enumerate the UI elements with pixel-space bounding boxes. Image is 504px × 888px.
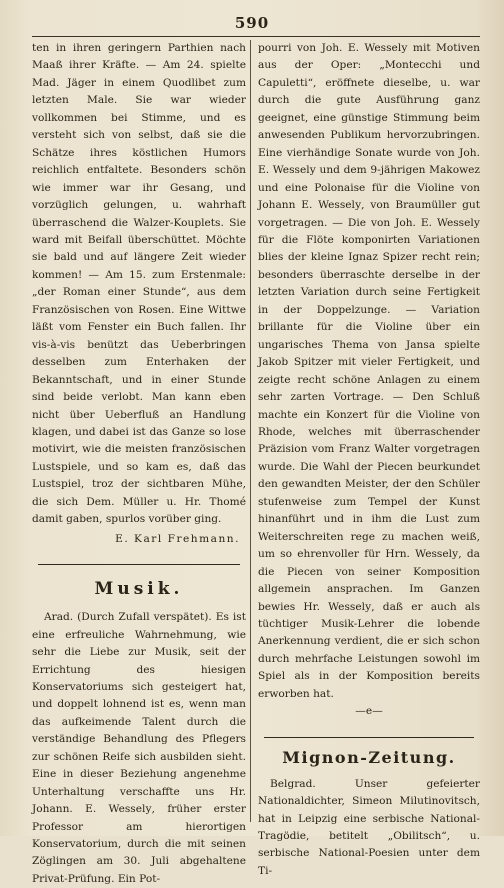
section-title-musik: Musik.: [94, 579, 184, 600]
section-title-mignon-zeitung: Mignon-Zeitung.: [282, 747, 456, 767]
section-divider: [264, 737, 474, 738]
page-number: 590: [234, 14, 270, 32]
author-signature: E. Karl Frehmann.: [115, 532, 240, 545]
header-rule: [32, 36, 480, 37]
column-divider: [250, 40, 251, 822]
section-divider: [38, 564, 240, 565]
mignon-news-text: Belgrad. Unser gefeierter Nationaldichter, Simeon Milutinovitsch, hat in Leipzig eine serbische National-Tragödie, betitelt „Obilitsch“, u. serbische National-Poesien unter dem Ti-: [258, 777, 480, 877]
theater-review-text: ten in ihren geringern Parthien nach Maaß ihrer Kräfte. — Am 24. spielte Mad. Jäger in einem Quodlibet zum letzten Male. Sie war wieder vollkommen bei Stimme, und es versteht sich von selbst, daß sie die Schätze ihres köstlichen Humors reichlich entfaltete. Besonders schön wie immer war ihr Gesang, und vorzüglich gelungen, u. wahrhaft überraschend die Walzer-Kouplets. Sie ward mit Beifall überschüttet. Möchte sie bald und auf längere Zeit wieder kommen! — Am 15. zum Erstenmale: „der Roman einer Stunde“, aus dem Französischen von Rosen. Eine Wittwe läßt vom Fenster ein Buch fallen. Ihr vis-à-vis benützt das Ueberbringen desselben zum Enterhaken der Bekanntschaft, und in einer Stunde sind beide verlobt. Man kann eben nicht über Ueberfluß an Handlung klagen, und dabei ist das Ganze so lose motivirt, wie die meisten französischen Lustspiele, und so kam es, daß das Lustspiel, troz der sichtbaren Mühe, die sich Dem. Müller u. Hr. Thomé damit gaben, spurlos vorüber ging.: [32, 42, 246, 526]
music-report-continued-text: pourri von Joh. E. Wesselу mit Motiven aus der Oper: „Montecchi und Capuletti“, eröffnete dieselbe, u. war durch die gute Ausführung ganz geeignet, eine günstige Stimmung beim anwesenden Publikum hervorzubringen. Eine vierhändige Sonate wurde von Joh. E. Wesselу und dem 9-jährigen Makowez und eine Polonaise für die Violine von Johann E. Wesselу, von Braumüller gut vorgetragen. — Die von Joh. E. Wesselу für die Flöte komponirten Variationen blies der kleine Ignaz Spizer recht rein; besonders überraschte derselbe in der letzten Variation durch seine Fertigkeit in der Doppelzunge. — Variation brillante für die Violine über ein ungarisches Thema von Jansa spielte Jakob Spitzer mit vieler Fertigkeit, und zeigte recht schöne Anlagen zu einem sehr zarten Vortrage. — Den Schluß machte ein Konzert für die Violine von Rhode, welches mit überraschender Präzision vom Franz Walter vorgetragen wurde. Die Wahl der Piecen beurkundet den gewandten Meister, der den Schüler stufenweise zum Tempel der Kunst hinanführt und in ihm die Lust zum Weiterschreiten rege zu machen weiß, um so ehrenvoller für Hrn. Wesselу, da die Piecen von seiner Komposition allgemein ansprachen. Im Ganzen bewies Hr. Wesselу, daß er auch als tüchtiger Musik-Lehrer die lobende Anerkennung verdient, die er sich schon durch mehrfache Leistungen sowohl im Spiel als in der Komposition bereits erworben hat.: [258, 42, 480, 700]
end-mark: —e—: [355, 705, 383, 718]
right-column: [258, 40, 480, 880]
left-column: [32, 40, 246, 888]
music-report-text: Arad. (Durch Zufall verspätet). Es ist eine erfreuliche Wahrnehmung, wie sehr die Liebe zur Musik, seit der Errichtung des hiesigen Konservatoriums sich gesteigert hat, und doppelt lohnend ist es, wenn man das aufkeimende Talent durch die verständige Behandlung des Pflegers zur schönen Reife sich ausbilden sieht. Eine in dieser Beziehung angenehme Unterhaltung verschaffte uns Hr. Johann. E. Wesselу, früher erster Professor am hierortigen Konservatorium, durch die mit seinen Zöglingen am 30. Juli abgehaltene Privat-Prüfung. Ein Pot-: [32, 611, 246, 885]
